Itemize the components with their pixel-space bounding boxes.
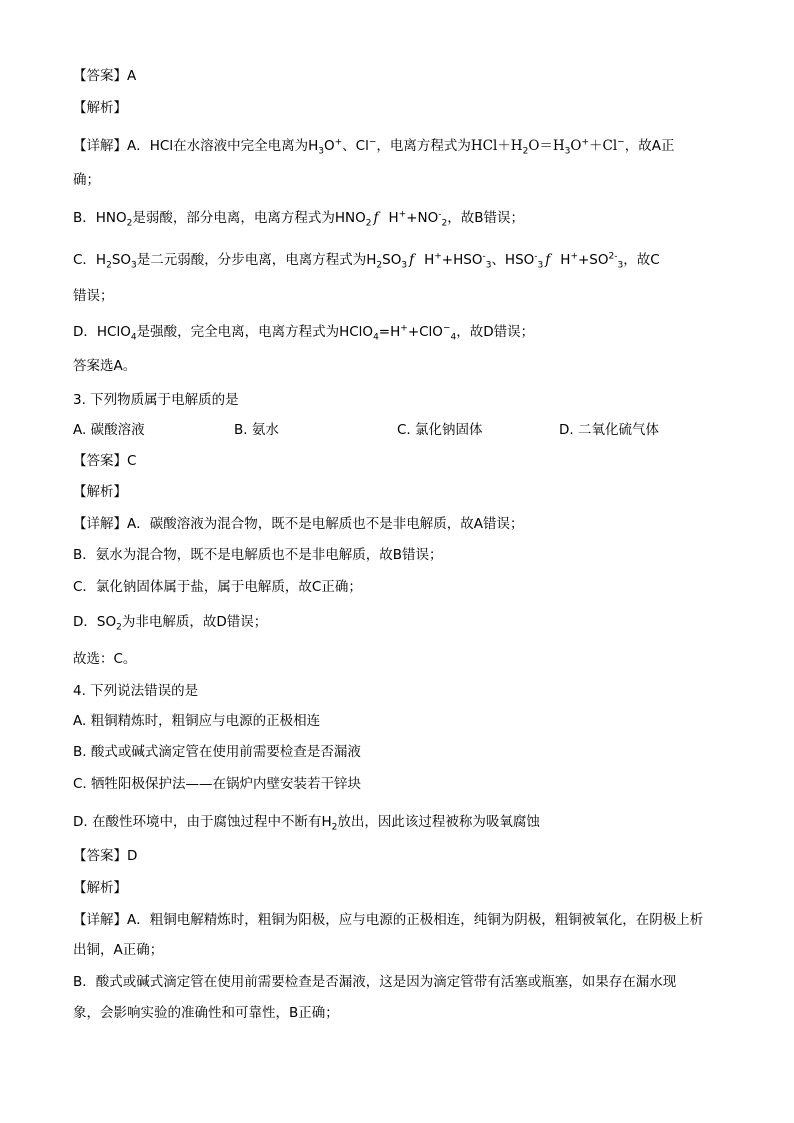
answer-choice-line: 答案选A。 (73, 358, 137, 374)
q3-option-a: A. 碳酸溶液 (73, 422, 145, 438)
q3-detail-a: 【详解】A．碳酸溶液为混合物，既不是电解质也不是非电解质，故A错误； (73, 516, 524, 532)
q3-answer-label: 【答案】C (73, 453, 137, 469)
q3-option-d: D. 二氧化硫气体 (559, 422, 659, 438)
q3-detail-b: B．氨水为混合物，既不是电解质也不是非电解质，故B错误； (73, 547, 443, 563)
q4-detail-a-cont: 出铜，A正确； (73, 942, 164, 958)
q3-analysis-label: 【解析】 (73, 484, 127, 500)
q4-analysis-label: 【解析】 (73, 880, 127, 896)
q4-option-d: D. 在酸性环境中，由于腐蚀过程中不断有$H_2$放出，因此该过程被称为吸氧腐蚀 (73, 814, 540, 833)
q4-detail-a: 【详解】A．粗铜电解精炼时，粗铜为阳极，应与电源的正极相连，纯铜为阴极，粗铜被氧化，在阴极上析 (73, 912, 704, 928)
q4-option-b: B. 酸式或碱式滴定管在使用前需要检查是否漏液 (73, 744, 361, 760)
question-3-stem: 3. 下列物质属于电解质的是 (73, 392, 239, 408)
q3-choice-line: 故选：C。 (73, 651, 137, 667)
q4-answer-label: 【答案】D (73, 848, 138, 864)
q4-option-c: C. 牺牲阳极保护法——在锅炉内壁安装若干锌块 (73, 776, 362, 792)
q4-option-a: A. 粗铜精炼时，粗铜应与电源的正极相连 (73, 713, 321, 729)
detail-line-a: 【详解】A．HCl在水溶液中完全电离为$H_3O^+$、Cl−，电离方程式为$HCl+H_2O=H_3O^++Cl^-$，故A正 (73, 137, 675, 157)
detail-line-b: B．$HNO_2$是弱酸，部分电离，电离方程式为$HNO_2$ f $H^++NO^-_2$，故B错误； (73, 209, 524, 229)
detail-line-c-cont: 错误； (73, 288, 114, 304)
detail-line-a-cont: 确； (73, 172, 100, 188)
detail-line-c: C．$H_2SO_3$是二元弱酸，分步电离，电离方程式为$H_2SO_3$ f $H^++HSO^-_3$、$HSO^-_3$ f $H^++SO^{2-}_3$，故C (73, 251, 660, 271)
q3-option-c: C. 氯化钠固体 (397, 422, 483, 438)
question-4-stem: 4. 下列说法错误的是 (73, 683, 199, 699)
q3-detail-c: C．氯化钠固体属于盐，属于电解质，故C正确； (73, 579, 362, 595)
q4-detail-b: B．酸式或碱式滴定管在使用前需要检查是否漏液，这是因为滴定管带有活塞或瓶塞，如果存在漏水现 (73, 974, 677, 990)
answer-label: 【答案】A (73, 68, 137, 84)
detail-line-d: D．HClO$_4$是强酸，完全电离，电离方程式为HClO$_4$=H++ClO−$_4$，故D错误； (73, 323, 535, 343)
q4-detail-b-cont: 象，会影响实验的准确性和可靠性，B正确； (73, 1005, 339, 1021)
analysis-label: 【解析】 (73, 100, 127, 116)
q3-option-b: B. 氨水 (234, 422, 279, 438)
q3-detail-d: D．$SO_2$为非电解质，故D错误； (73, 614, 268, 633)
